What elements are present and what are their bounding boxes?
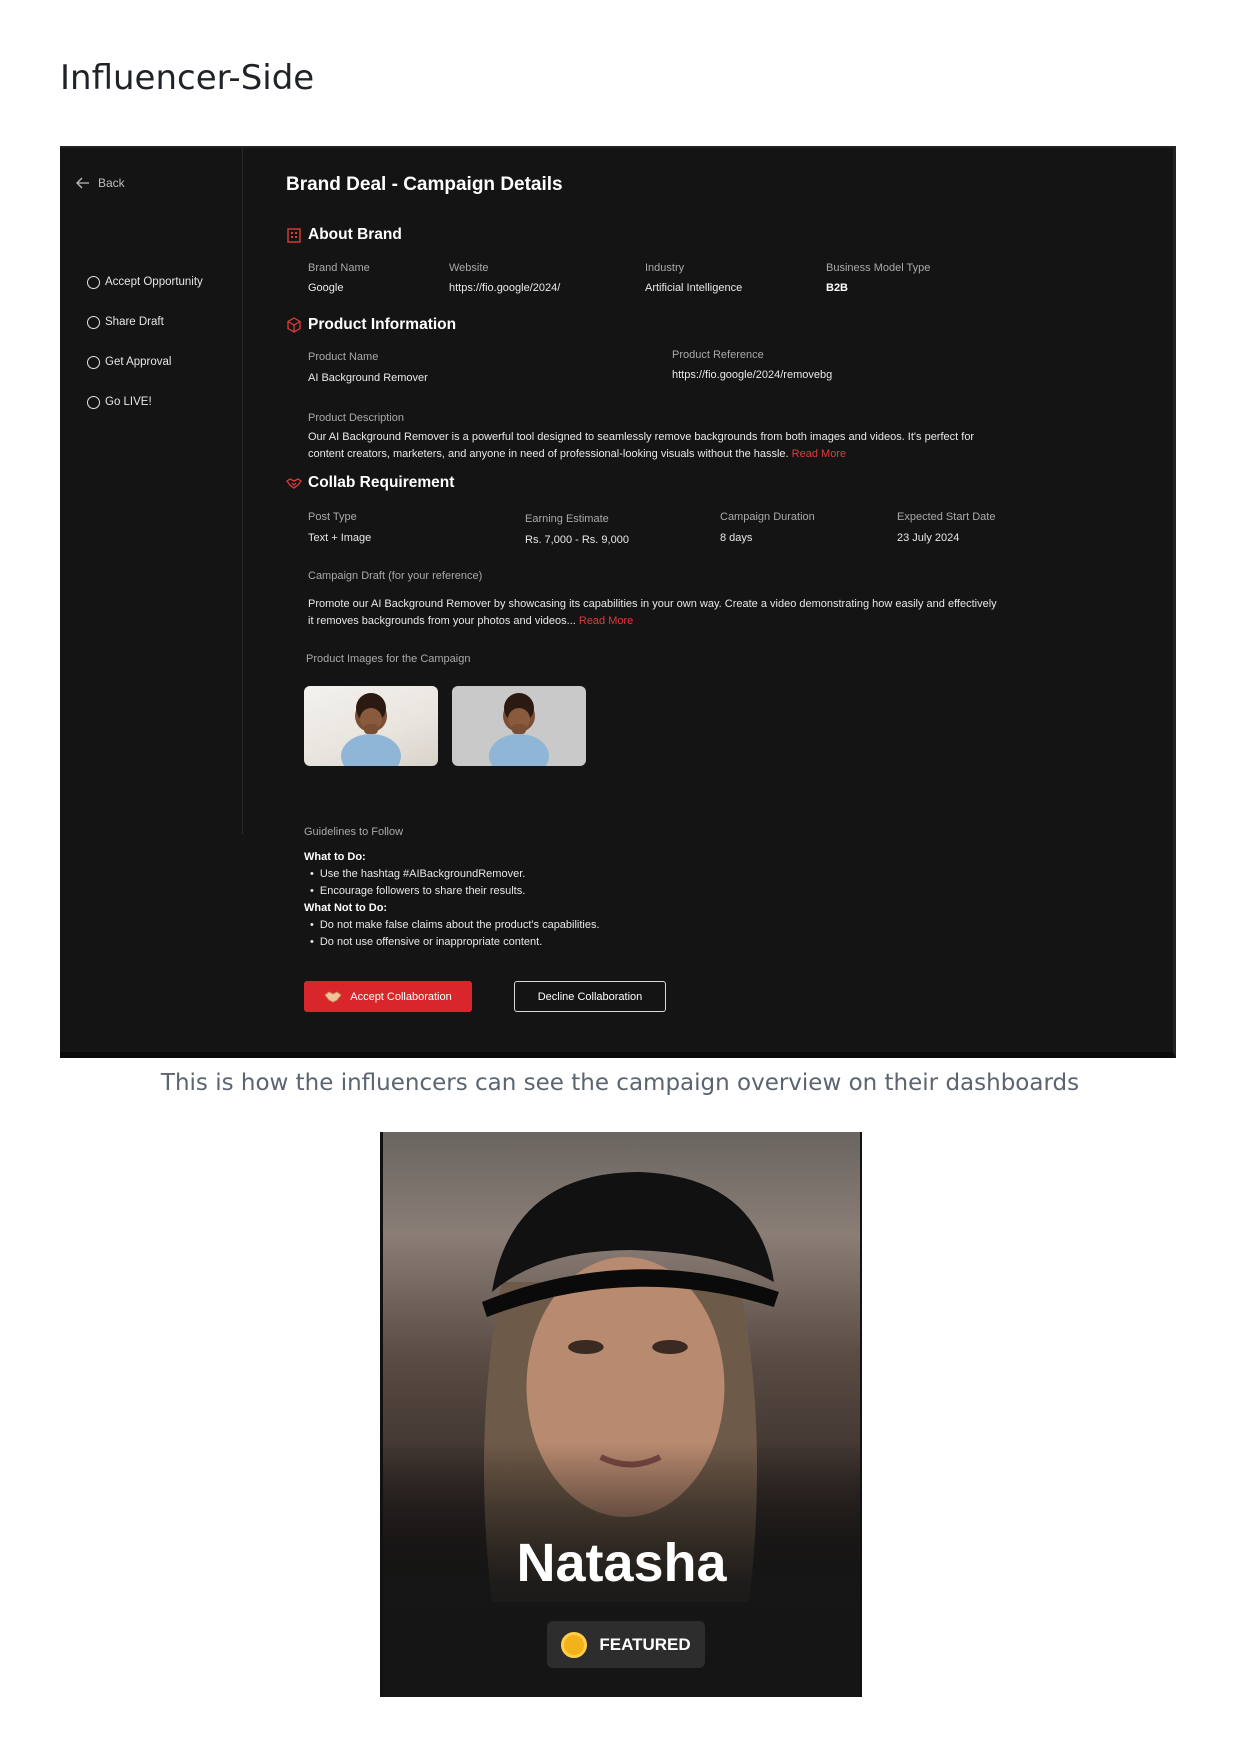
figure-caption: This is how the influencers can see the campaign overview on their dashboards — [160, 1070, 1080, 1096]
handshake-icon — [286, 475, 302, 491]
influencer-profile-card[interactable] — [380, 1132, 862, 1697]
radio-icon — [87, 276, 100, 289]
featured-label: FEATURED — [599, 1634, 691, 1654]
product-image[interactable] — [452, 686, 586, 766]
business-model-label: Business Model Type — [826, 262, 931, 274]
read-more-link[interactable]: Read More — [578, 615, 634, 627]
sun-icon — [561, 1632, 587, 1658]
product-info-heading — [286, 316, 456, 334]
product-name-value: AI Background Remover — [308, 372, 428, 384]
progress-steps — [87, 262, 203, 422]
step-get-approval[interactable] — [87, 342, 203, 382]
earning-value: Rs. 7,000 - Rs. 9,000 — [525, 534, 629, 546]
accept-collaboration-button[interactable] — [304, 981, 472, 1012]
step-label: Share Draft — [105, 316, 164, 328]
step-go-live[interactable] — [87, 382, 203, 422]
building-icon — [286, 227, 302, 243]
brand-name-value: Google — [308, 282, 344, 294]
product-description — [308, 429, 998, 463]
campaign-draft — [308, 596, 998, 630]
product-description-label: Product Description — [308, 412, 404, 424]
arrow-left-icon — [76, 177, 90, 189]
accept-label: Accept Collaboration — [350, 990, 452, 1003]
product-images-label: Product Images for the Campaign — [306, 653, 471, 665]
guidelines — [304, 824, 600, 951]
read-more-link[interactable]: Read More — [791, 448, 847, 460]
product-name-label: Product Name — [308, 351, 379, 363]
list-item: • Do not make false claims about the product's capabilities. — [310, 917, 600, 934]
list-item: • Do not use offensive or inappropriate content. — [310, 934, 600, 951]
radio-icon — [87, 396, 100, 409]
earning-label: Earning Estimate — [525, 513, 609, 525]
website-label: Website — [449, 262, 489, 274]
description-text: Our AI Background Remover is a powerful tool designed to seamlessly remove backgrounds from both images and videos. It's perfect for content creators, marketers, and anyone in need of professional-looking visuals without the hassle. — [308, 431, 975, 460]
industry-label: Industry — [645, 262, 685, 274]
section-title: Collab Requirement — [308, 474, 455, 491]
step-label: Accept Opportunity — [105, 276, 203, 288]
box-icon — [286, 317, 302, 333]
sidebar — [60, 148, 243, 834]
list-item: • Encourage followers to share their results. — [310, 883, 600, 900]
section-title: Product Information — [308, 316, 457, 333]
draft-text: Promote our AI Background Remover by showcasing its capabilities in your own way. Create a video demonstrating how easily and effectively it removes backgrounds from your photos and videos... — [308, 598, 997, 627]
collab-heading — [286, 474, 454, 492]
duration-value: 8 days — [720, 532, 753, 544]
draft-label-hint: (for your reference) — [388, 570, 483, 582]
draft-label-text: Campaign Draft — [308, 570, 386, 582]
step-label: Get Approval — [105, 356, 172, 368]
back-button[interactable] — [76, 176, 125, 190]
campaign-draft-label — [308, 570, 482, 582]
page-heading: Influencer-Side — [60, 58, 315, 98]
business-model-value: B2B — [826, 282, 849, 294]
dashboard-screenshot — [60, 146, 1176, 1058]
post-type-label: Post Type — [308, 511, 357, 523]
step-label: Go LIVE! — [105, 396, 152, 408]
page-title: Brand Deal - Campaign Details — [286, 174, 563, 195]
do-title: What to Do: — [304, 851, 366, 863]
guidelines-title: Guidelines to Follow — [304, 826, 404, 838]
decline-collaboration-button[interactable] — [514, 981, 666, 1012]
start-date-value: 23 July 2024 — [897, 532, 960, 544]
step-share-draft[interactable] — [87, 302, 203, 342]
featured-badge — [547, 1621, 705, 1668]
handshake-icon — [324, 991, 342, 1003]
website-link[interactable]: https://fio.google/2024/ — [449, 282, 561, 294]
do-list — [304, 866, 600, 900]
brand-name-label: Brand Name — [308, 262, 370, 274]
product-ref-link[interactable]: https://fio.google/2024/removebg — [672, 369, 833, 381]
about-brand-heading — [286, 226, 402, 244]
industry-value: Artificial Intelligence — [645, 282, 743, 294]
post-type-value: Text + Image — [308, 532, 372, 544]
step-accept-opportunity[interactable] — [87, 262, 203, 302]
start-date-label: Expected Start Date — [897, 511, 996, 523]
product-image[interactable] — [304, 686, 438, 766]
radio-icon — [87, 356, 100, 369]
decline-label: Decline Collaboration — [537, 990, 643, 1003]
radio-icon — [87, 316, 100, 329]
dont-title: What Not to Do: — [304, 902, 388, 914]
duration-label: Campaign Duration — [720, 511, 815, 523]
profile-name: Natasha — [516, 1533, 727, 1593]
portrait-image — [383, 1132, 860, 1697]
section-title: About Brand — [308, 226, 402, 243]
back-label: Back — [98, 176, 125, 190]
list-item: • Use the hashtag #AIBackgroundRemover. — [310, 866, 600, 883]
campaign-details — [286, 148, 1173, 1052]
dont-list — [304, 917, 600, 951]
product-ref-label: Product Reference — [672, 349, 764, 361]
